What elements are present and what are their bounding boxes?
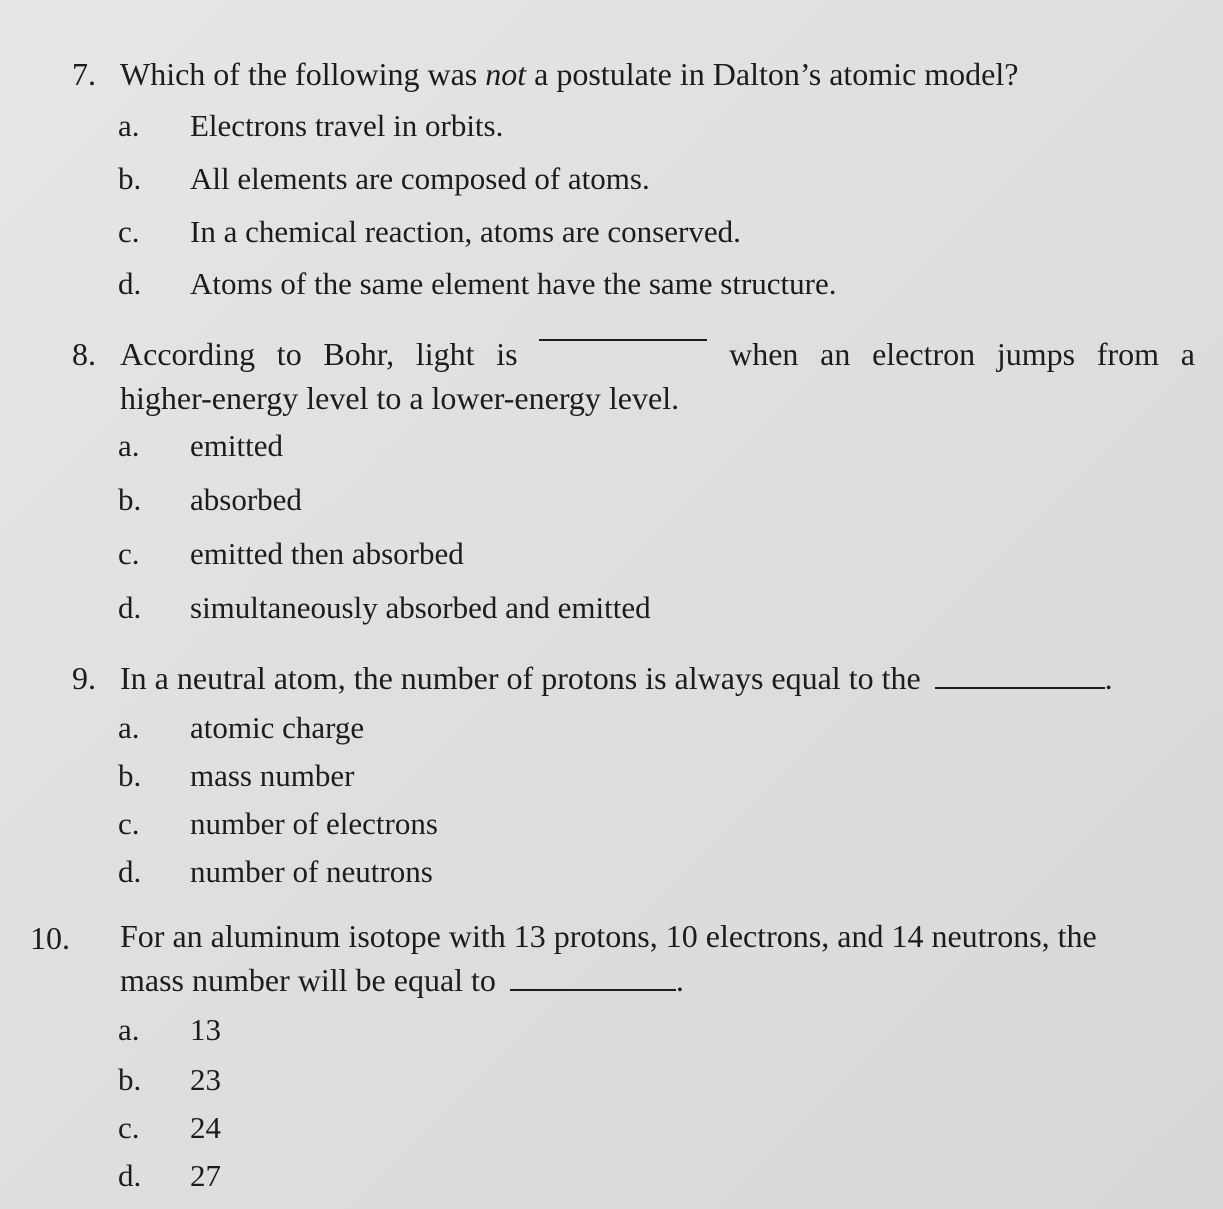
question-number: 9. bbox=[72, 660, 96, 696]
emphasis-not: not bbox=[485, 56, 527, 92]
question-stem-line-1: For an aluminum isotope with 13 protons, 10 electrons, and 14 neutrons, the bbox=[120, 918, 1097, 954]
option-b: b. 23 bbox=[118, 1062, 221, 1097]
option-a: a. emitted bbox=[118, 428, 283, 463]
option-b: b. mass number bbox=[118, 758, 355, 793]
question-stem-line-1: According to Bohr, light is when an electron jumps from a bbox=[120, 336, 1195, 372]
option-a: a. atomic charge bbox=[118, 710, 365, 745]
option-c: c. In a chemical reaction, atoms are conserved. bbox=[118, 214, 741, 249]
answer-blank[interactable] bbox=[539, 338, 707, 341]
question-number: 10. bbox=[30, 920, 70, 956]
question-stem: In a neutral atom, the number of protons is always equal to the . bbox=[120, 660, 1113, 696]
option-c: c. number of electrons bbox=[118, 806, 438, 841]
option-b: b. absorbed bbox=[118, 482, 302, 517]
question-number: 8. bbox=[72, 336, 96, 372]
question-stem-line-2: mass number will be equal to . bbox=[120, 962, 684, 998]
option-b: b. All elements are composed of atoms. bbox=[118, 161, 650, 196]
option-a: a. Electrons travel in orbits. bbox=[118, 108, 504, 143]
answer-blank[interactable] bbox=[510, 988, 676, 991]
question-stem-line-2: higher-energy level to a lower-energy level. bbox=[120, 380, 680, 416]
option-c: c. 24 bbox=[118, 1110, 221, 1145]
option-d: d. simultaneously absorbed and emitted bbox=[118, 590, 651, 625]
option-a: a. 13 bbox=[118, 1012, 221, 1047]
option-d: d. 27 bbox=[118, 1158, 221, 1193]
option-d: d. Atoms of the same element have the same structure. bbox=[118, 266, 837, 301]
option-c: c. emitted then absorbed bbox=[118, 536, 464, 571]
question-stem: Which of the following was not a postulate in Dalton’s atomic model? bbox=[120, 56, 1019, 92]
option-d: d. number of neutrons bbox=[118, 854, 433, 889]
answer-blank[interactable] bbox=[935, 686, 1105, 689]
question-number: 7. bbox=[72, 56, 96, 92]
